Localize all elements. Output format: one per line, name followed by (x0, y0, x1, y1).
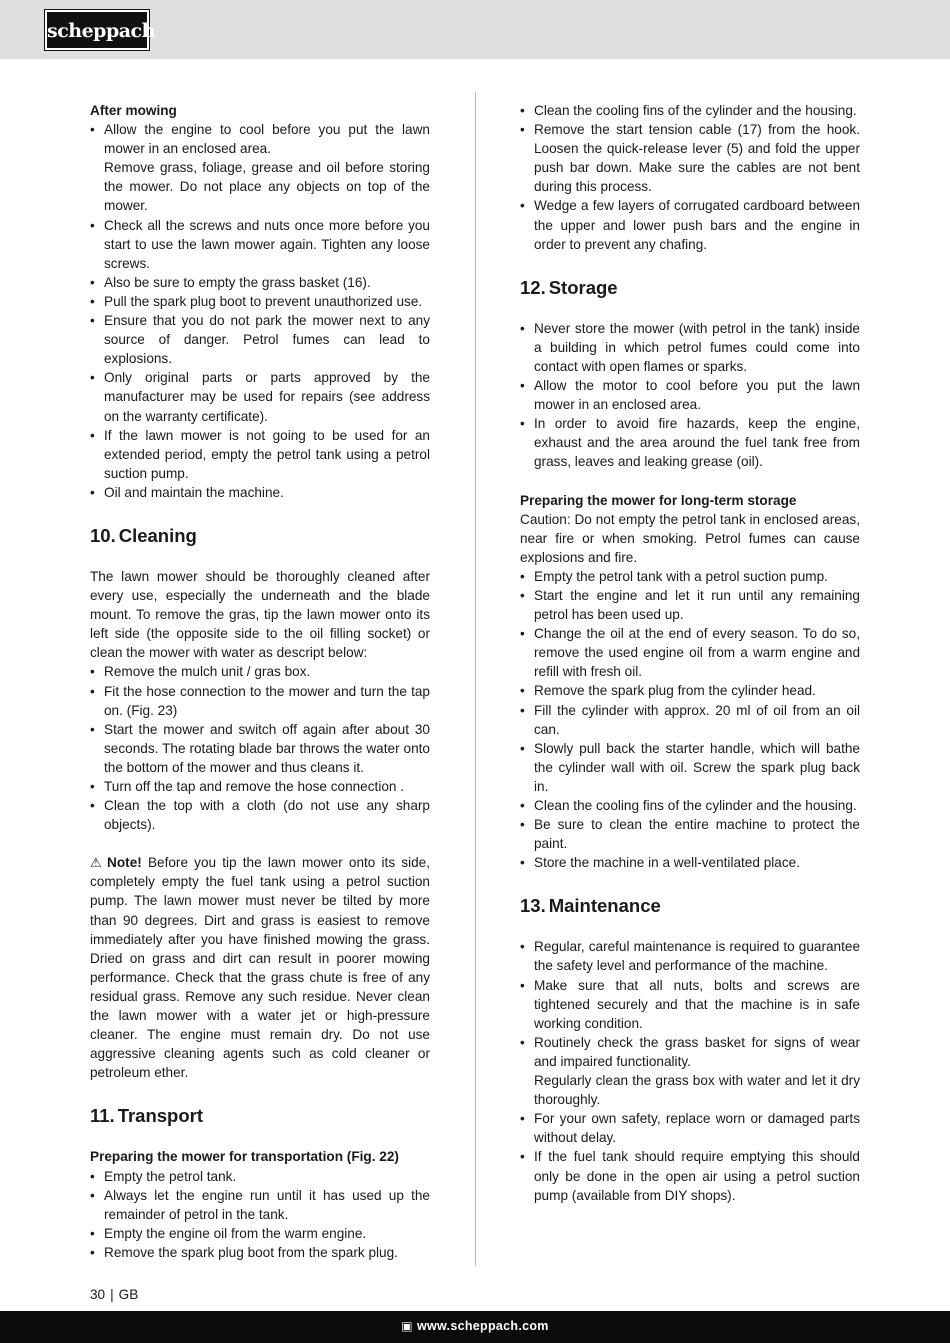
list-item: • Remove the spark plug boot from the spark plug. (90, 1243, 430, 1262)
after-mowing-section (90, 101, 430, 502)
transport-section (90, 1104, 430, 1262)
section-heading-transport (90, 1104, 430, 1128)
list-item: • Clean the top with a cloth (do not use any sharp objects). (90, 796, 430, 834)
list-item: • Empty the petrol tank with a petrol suction pump. (520, 567, 860, 586)
section-number: 13. (520, 895, 546, 917)
list-item: • Store the machine in a well-ventilated place. (520, 853, 860, 872)
section-title: Cleaning (118, 524, 197, 546)
list-item: • Only original parts or parts approved by the manufacturer may be used for repairs (see address on the warranty certificate). (90, 368, 430, 425)
scheppach-logo: scheppach (45, 10, 149, 50)
list-item (90, 120, 430, 215)
list-item: • Empty the engine oil from the warm engine. (90, 1224, 430, 1243)
list-item: • Remove the mulch unit / gras box. (90, 662, 430, 681)
list-item: • Allow the motor to cool before you put the lawn mower in an enclosed area. (520, 376, 860, 414)
list-item: • Oil and maintain the machine. (90, 483, 430, 502)
section-title: Maintenance (548, 895, 661, 917)
storage-caution: Caution: Do not empty the petrol tank in enclosed areas, near fire or when smoking. Petrol fumes can cause explosions and fire. (520, 511, 860, 565)
section-number: 10. (90, 524, 116, 546)
section-heading-cleaning (90, 524, 430, 548)
section-heading-maintenance (520, 894, 860, 918)
header-bar (0, 0, 950, 59)
transport-continued-list (520, 101, 860, 254)
long-term-storage-list (520, 567, 860, 873)
list-item: • Remove the start tension cable (17) from the hook. Loosen the quick-release lever (5) and fold the upper push bar down. Make sure the cables are not bent during this process. (520, 120, 860, 196)
list-item (520, 1033, 860, 1109)
after-mowing-title: After mowing (90, 103, 177, 118)
storage-list (520, 319, 860, 472)
long-term-storage-subtitle: Preparing the mower for long-term storage (520, 492, 797, 508)
cleaning-section (90, 524, 430, 1082)
section-heading-storage (520, 276, 860, 300)
computer-icon: ▣ (401, 1319, 413, 1333)
list-item: • Change the oil at the end of every season. To do so, remove the used engine oil from a warm engine and refill with fresh oil. (520, 624, 860, 681)
list-item: • Clean the cooling fins of the cylinder and the housing. (520, 796, 860, 815)
maintenance-list (520, 937, 860, 1204)
list-item: • Remove the spark plug from the cylinder head. (520, 681, 860, 700)
list-item-text: Routinely check the grass basket for signs of wear and impaired functionality. (534, 1034, 860, 1069)
page-number: 30 (90, 1287, 106, 1302)
website-link[interactable]: www.scheppach.com (416, 1319, 549, 1333)
list-item: • In order to avoid fire hazards, keep the engine, exhaust and the area around the fuel tank free from grass, leaves and leaking grease (oil). (520, 414, 860, 471)
list-item: • Start the mower and switch off again after about 30 seconds. The rotating blade bar throws the water onto the bottom of the mower and thus cleans it. (90, 720, 430, 777)
list-item: • Turn off the tap and remove the hose connection . (90, 777, 430, 796)
cleaning-note (90, 853, 430, 1082)
note-text: Before you tip the lawn mower onto its side, completely empty the fuel tank using a petrol suction pump. The lawn mower must never be tilted by more than 90 degrees. Dirt and grass is easiest to remove immediately after you have finished mowing the grass. Dried on grass and dirt can result in poorer mowing performance. Check that the grass chute is free of any residual grass. Remove any such residue. Never clean the lawn mower with a water jet or high-pressure cleaner. The engine must remain dry. Do not use aggressive cleaning agents such as cold cleaner or petroleum ether. (90, 855, 430, 1081)
section-number: 11. (90, 1105, 115, 1127)
list-item: • Empty the petrol tank. (90, 1167, 430, 1186)
page-footer-number (90, 1287, 138, 1302)
list-item-continuation: Remove grass, foliage, grease and oil before storing the mower. Do not place any objects on top of the mower. (104, 160, 430, 214)
cleaning-list (90, 662, 430, 834)
list-item-text: Allow the engine to cool before you put the lawn mower in an enclosed area. (104, 122, 430, 157)
list-item: • Regular, careful maintenance is required to guarantee the safety level and performance of the machine. (520, 937, 860, 975)
list-item: • Wedge a few layers of corrugated cardboard between the upper and lower push bars and the engine in order to prevent any chafing. (520, 196, 860, 253)
list-item: • Clean the cooling fins of the cylinder and the housing. (520, 101, 860, 120)
list-item: • For your own safety, replace worn or damaged parts without delay. (520, 1109, 860, 1147)
list-item: • Fill the cylinder with approx. 20 ml of oil from an oil can. (520, 701, 860, 739)
maintenance-section (520, 894, 860, 1204)
list-item: • Never store the mower (with petrol in the tank) inside a building in which petrol fumes could come into contact with open flames or sparks. (520, 319, 860, 376)
note-label: Note! (107, 855, 142, 871)
list-item: • Ensure that you do not park the mower next to any source of danger. Petrol fumes can lead to explosions. (90, 311, 430, 368)
list-item: • Be sure to clean the entire machine to protect the paint. (520, 815, 860, 853)
cleaning-intro: The lawn mower should be thoroughly cleaned after every use, especially the underneath and the blade mount. To remove the gras, tip the lawn mower onto its left side (the opposite side to the oil filling socket) or clean the mower with water as descript below: (90, 568, 430, 661)
list-item: • Also be sure to empty the grass basket (16). (90, 273, 430, 292)
section-title: Storage (548, 276, 618, 298)
transport-subtitle: Preparing the mower for transportation (Fig. 22) (90, 1149, 399, 1165)
page-separator: | (110, 1287, 114, 1302)
list-item: • Fit the hose connection to the mower and turn the tap on. (Fig. 23) (90, 682, 430, 720)
list-item: • Always let the engine run until it has used up the remainder of petrol in the tank. (90, 1186, 430, 1224)
storage-section (520, 276, 860, 873)
section-number: 12. (520, 276, 546, 298)
transport-list (90, 1167, 430, 1262)
right-column (520, 101, 860, 1205)
list-item: • If the fuel tank should require emptying this should only be done in the open air using a petrol suction pump (available from DIY shops). (520, 1147, 860, 1204)
list-item: • Slowly pull back the starter handle, which will bathe the cylinder wall with oil. Screw the spark plug back in. (520, 739, 860, 796)
list-item: • Start the engine and let it run until any remaining petrol has been used up. (520, 586, 860, 624)
section-title: Transport (117, 1105, 204, 1127)
left-column (90, 101, 430, 1262)
list-item: • Make sure that all nuts, bolts and screws are tightened securely and that the machine is in safe working condition. (520, 976, 860, 1033)
list-item: • If the lawn mower is not going to be used for an extended period, empty the petrol tank using a petrol suction pump. (90, 426, 430, 483)
list-item: • Pull the spark plug boot to prevent unauthorized use. (90, 292, 430, 311)
after-mowing-list (90, 120, 430, 502)
list-item-continuation: Regularly clean the grass box with water and let it dry thoroughly. (534, 1073, 860, 1108)
column-divider (475, 92, 476, 1266)
warning-icon: ⚠ (90, 855, 105, 871)
footer-bar (0, 1311, 950, 1343)
language-code: GB (118, 1287, 139, 1302)
list-item: • Check all the screws and nuts once more before you start to use the lawn mower again. Tighten any loose screws. (90, 216, 430, 273)
